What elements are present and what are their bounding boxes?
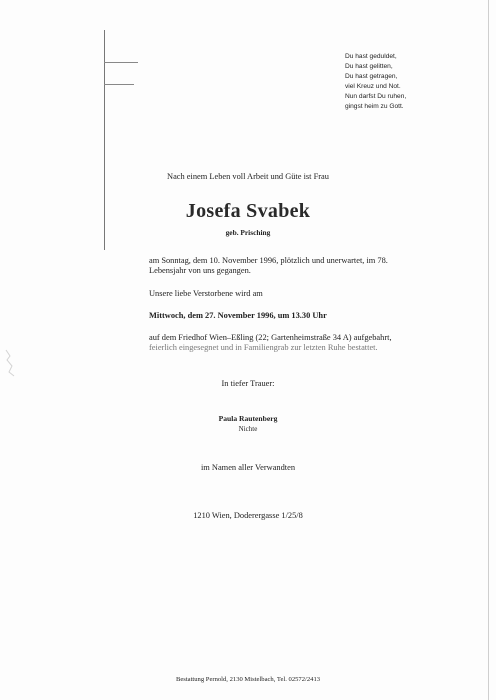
mourner-address: 1210 Wien, Doderergasse 1/25/8 xyxy=(193,511,303,520)
scan-smudge xyxy=(4,348,18,378)
birth-name: geb. Prisching xyxy=(225,228,271,237)
death-line: Lebensjahr von uns gegangen. xyxy=(149,266,251,275)
page-edge-line xyxy=(488,0,489,700)
poem-line: gingst heim zu Gott. xyxy=(345,103,404,110)
mourning-heading: In tiefer Trauer: xyxy=(221,379,275,388)
funeral-date-time: Mittwoch, dem 27. November 1996, um 13.30 Uhr xyxy=(149,311,327,320)
mourner-name: Paula Rautenberg xyxy=(218,414,278,423)
cemetery-line: feierlich eingesegnet und in Familiengrab zur letzten Ruhe bestattet. xyxy=(149,343,378,352)
cemetery-paragraph xyxy=(149,333,392,353)
poem-line: viel Kreuz und Not. xyxy=(345,83,401,90)
funeral-home-footer: Bestattung Pernold, 2130 Mistelbach, Tel. 02572/2413 xyxy=(175,676,321,683)
cemetery-line: auf dem Friedhof Wien–Eßling (22; Gartenheimstraße 34 A) aufgebahrt, xyxy=(149,333,392,342)
poem-line: Du hast geduldet, xyxy=(345,53,397,60)
death-line: am Sonntag, dem 10. November 1996, plötzlich und unerwartet, im 78. xyxy=(149,256,388,265)
poem-line: Nun darfst Du ruhen, xyxy=(345,93,407,100)
farewell-intro: Unsere liebe Verstorbene wird am xyxy=(149,289,263,298)
family-line: im Namen aller Verwandten xyxy=(200,463,296,472)
death-paragraph xyxy=(149,256,388,276)
cross-horizontal-line xyxy=(104,62,138,63)
poem-line: Du hast getragen, xyxy=(345,73,398,80)
poem xyxy=(345,52,485,112)
intro-text: Nach einem Leben voll Arbeit und Güte ist Frau xyxy=(167,172,329,181)
mourner-relation: Nichte xyxy=(238,425,258,433)
cross-horizontal-line-lower xyxy=(104,84,134,85)
poem-line: Du hast gelitten, xyxy=(345,63,393,70)
deceased-name: Josefa Svabek xyxy=(185,200,311,222)
